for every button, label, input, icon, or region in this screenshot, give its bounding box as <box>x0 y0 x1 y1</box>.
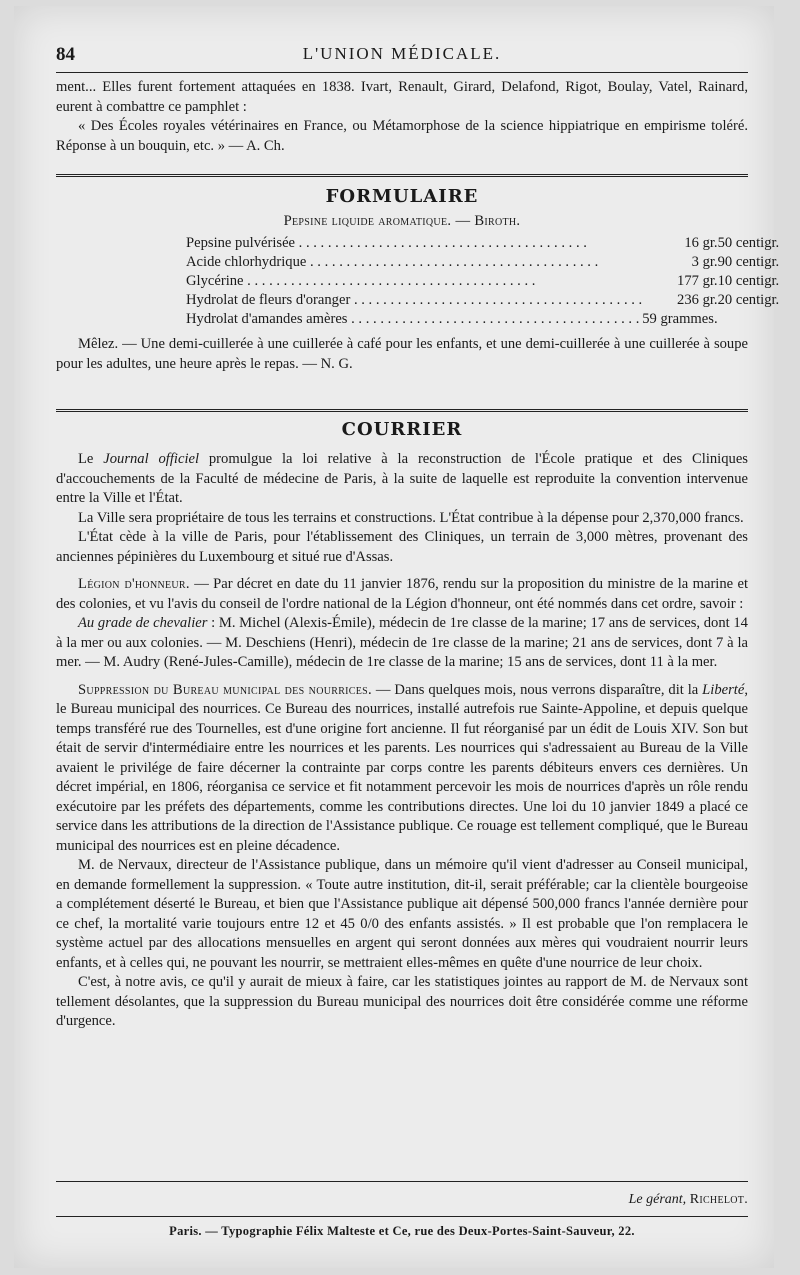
ingredient-quantity: 16 gr. <box>684 235 718 251</box>
ingredient-quantity: 236 gr. <box>677 292 718 308</box>
ingredient-name: Pepsine pulvérisée . . . . . . . . . . . . . . . . . . . . . . . . . . . . . . . . . . . . . . . . <box>186 235 587 251</box>
continued-text <box>56 78 748 156</box>
ingredient-subunit <box>718 310 780 329</box>
formula-note: Mêlez. — Une demi-cuillerée à une cuillerée à café pour les enfants, et une demi-cuillerée à une cuillerée à soupe pour les adultes, une heure après le repas. — N. G. <box>56 336 748 372</box>
ingredient-row <box>186 310 779 329</box>
newspaper-name: Liberté <box>702 681 745 698</box>
continued-quote: « Des Écoles royales vétérinaires en France, ou Métamorphose de la science hippiatrique en empirisme toléré. Réponse à un bouquin, etc. » — A. Ch. <box>56 118 748 154</box>
courrier-paragraph: Le Journal officiel promulgue la loi relative à la reconstruction de l'École pratique et des Cliniques d'accouchements de la Faculté de médecine de Paris, à la suite de laquelle est reproduite la convention intervenue entre la Ville et l'État. <box>56 451 748 506</box>
formulaire-section <box>56 186 780 374</box>
courrier-paragraph: L'État cède à la ville de Paris, pour l'établissement des Cliniques, un terrain de 3,000 mètres, provenant des anciennes pépinières du Luxembourg et situé rue d'Assas. <box>56 529 748 565</box>
courrier-paragraph: Au grade de chevalier : M. Michel (Alexis-Émile), médecin de 1re classe de la marine; 17 ans de services, dont 14 à la mer ou aux colonies. — M. Deschiens (Henri), médecin de 1re classe de la marine; 21 ans de services, dont 7 à la mer. — M. Audry (René-Jules-Camille), médecin de 1re classe de la marine; 15 ans de services, dont 11 à la mer. <box>56 615 748 670</box>
page-number: 84 <box>56 44 75 65</box>
footer <box>56 1192 748 1208</box>
ingredient-row <box>186 291 779 310</box>
courrier-paragraph: M. de Nervaux, directeur de l'Assistance publique, dans un mémoire qu'il vient d'adresser au Conseil municipal, en demande formellement la suppression. « Toute autre institution, dit-il, serait préférable; car la clientèle bourgeoise a complétement déserté le Bureau, et bien que l'Assistance publique ait dépensé 500,000 francs l'année dernière pour ce chef, la mortalité varie toujours entre 12 et 45 0/0 des enfants assistés. » Il est probable que l'on remplacera le système actuel par des allocations mensuelles en argent qui seront données aux mères qui voudraient nourrir leurs enfants, et à celles qui, ne pouvant les nourrir, se mettraient elles-mêmes en quête d'une nourrice de leur choix. <box>56 857 748 971</box>
formulaire-title: FORMULAIRE <box>325 186 479 207</box>
ingredient-name: Hydrolat d'amandes amères . . . . . . . . . . . . . . . . . . . . . . . . . . . . . . . . . . . . . . . . <box>186 311 640 327</box>
continued-paragraph: ment... Elles furent fortement attaquées en 1838. Ivart, Renault, Girard, Delafond, Rigot, Boulay, Vatel, Rainard, eurent à combattre ce pamphlet : <box>56 79 748 115</box>
formula-name: Pepsine liquide aromatique. <box>283 213 452 229</box>
ingredient-table <box>186 234 779 329</box>
gerant-signature: Le gérant, Richelot. <box>628 1192 748 1207</box>
courrier-section <box>56 419 748 1032</box>
section-divider <box>56 409 748 412</box>
ingredient-row <box>186 253 779 272</box>
ingredient-subunit: 50 centigr. <box>717 235 780 251</box>
ingredient-quantity: 177 gr. <box>677 273 718 289</box>
formula-author: — Biroth. <box>455 213 521 229</box>
courrier-paragraph: La Ville sera propriétaire de tous les terrains et constructions. L'État contribue à la dépense pour 2,370,000 francs. <box>78 509 744 526</box>
formula-heading <box>56 213 748 230</box>
courrier-paragraph: Suppression du Bureau municipal des nourrices. — Dans quelques mois, nous verrons disparaître, dit la Liberté, le Bureau municipal des nourrices. Ce Bureau des nourrices, installé autrefois rue Sainte-Appoline, et depuis quelque temps transféré rue des Tournelles, est d'une origine fort ancienne. Il fut réorganisé par un édit de Louis XIV. Son but était de servir d'intermédiaire entre les nourrices et les parents. Les nourrices qui s'adressaient au Bureau de la Ville avaient le privilége de faire décerner la contrainte par corps contre les parents débiteurs envers ces dernières. Un décret impérial, en 1806, réorganisa ce service et fit notamment percevoir les mois de nourrices d'après un rôle rendu exécutoire par les préfets des départements, comme les contributions directes. Une loi du 10 janvier 1849 a placé ce service dans les attributions de la direction de l'Assistance publique. Ce rouage est tellement compliqué, que le Bureau municipal des nourrices est en pleine décadence. <box>56 681 748 854</box>
footer-rule <box>56 1181 748 1182</box>
header-rule <box>56 72 748 73</box>
ingredient-row <box>186 272 779 291</box>
ingredient-name: Acide chlorhydrique . . . . . . . . . . . . . . . . . . . . . . . . . . . . . . . . . . . . . . . . <box>186 254 599 270</box>
paragraph-heading: Au grade de chevalier <box>78 615 208 631</box>
ingredient-subunit: 20 centigr. <box>717 292 780 308</box>
running-title: L'UNION MÉDICALE. <box>302 44 502 63</box>
imprint-block <box>56 1224 748 1239</box>
courrier-paragraph: C'est, à notre avis, ce qu'il y aurait de mieux à faire, car les statistiques jointes au rapport de M. de Nervaux sont tellement désolantes, que la suppression du Bureau municipal des nourrices doit être considérée comme une réforme d'urgence. <box>56 974 748 1029</box>
courrier-paragraph: Légion d'honneur. — Par décret en date du 11 janvier 1876, rendu sur la proposition du ministre de la marine et des colonies, et vu l'avis du conseil de l'ordre national de la Légion d'honneur, ont été nommés dans cet ordre, savoir : <box>56 576 749 612</box>
ingredient-row <box>186 234 779 253</box>
imprint: Paris. — Typographie Félix Malteste et Ce, rue des Deux-Portes-Saint-Sauveur, 22. <box>169 1224 635 1238</box>
page <box>14 6 780 1268</box>
ingredient-subunit: 10 centigr. <box>717 273 780 289</box>
imprint-rule <box>56 1216 748 1217</box>
page-header <box>56 44 748 74</box>
ingredient-quantity: 3 gr. <box>691 254 718 270</box>
section-divider <box>56 174 748 177</box>
ingredient-subunit: 90 centigr. <box>717 254 780 270</box>
paragraph-heading: Suppression du Bureau municipal des nourrices. <box>78 681 372 698</box>
journal-name: Journal officiel <box>103 451 200 467</box>
courrier-title: COURRIER <box>341 419 463 440</box>
ingredient-quantity: 59 grammes. <box>642 311 718 327</box>
paragraph-heading: Légion d'honneur. <box>78 576 190 592</box>
ingredient-name: Hydrolat de fleurs d'oranger . . . . . . . . . . . . . . . . . . . . . . . . . . . . . . . . . . . . . . . . <box>186 292 643 308</box>
ingredient-name: Glycérine . . . . . . . . . . . . . . . . . . . . . . . . . . . . . . . . . . . . . . . . <box>186 273 536 289</box>
